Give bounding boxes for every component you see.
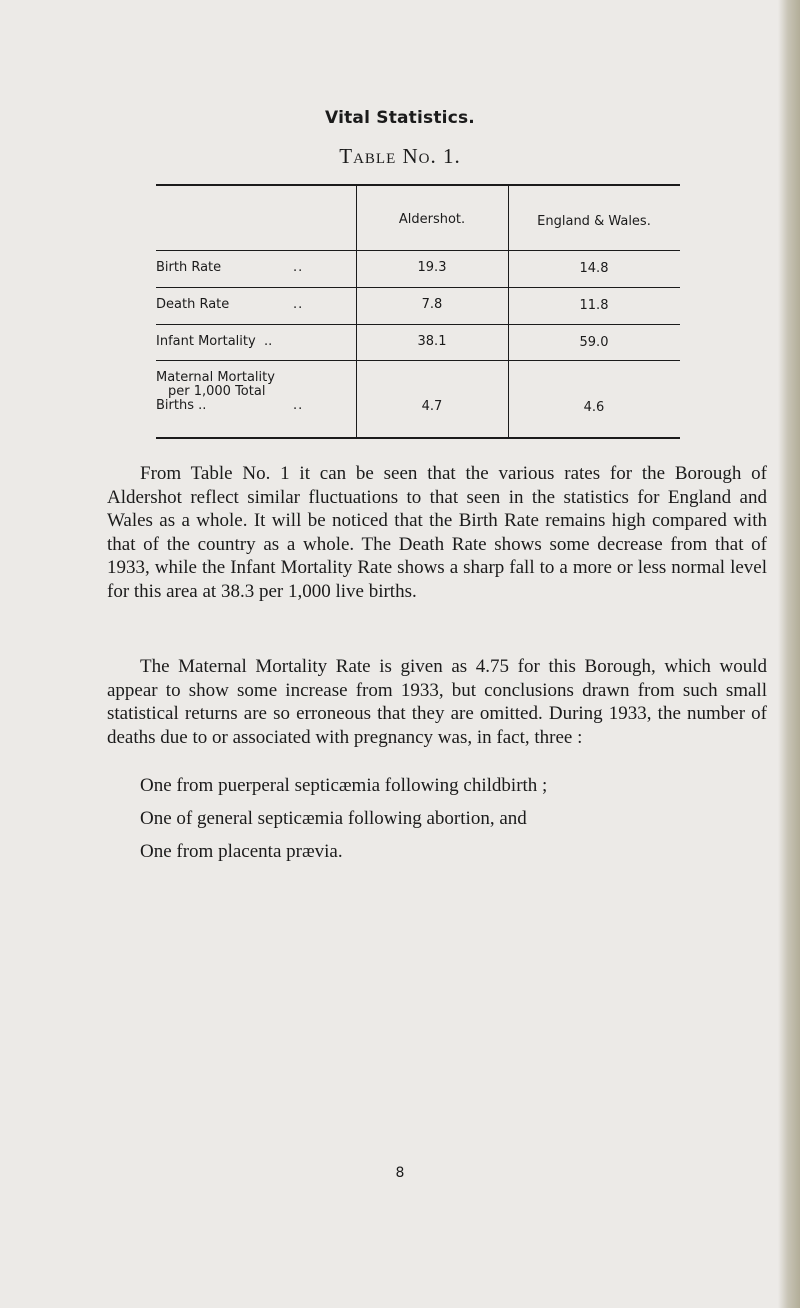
list-item-placenta: One from placenta prævia. [140,841,343,862]
birth-rate-england: 14.8 [579,261,609,276]
column-header-england-wales: England & Wales. [537,214,651,229]
paragraph-table-discussion: From Table No. 1 it can be seen that the various rates for the Borough of Aldershot reflect similar fluctuations to that seen in the statistics for England and Wales as a whole. It will be noticed that the Birth Rate remains high compared with that of the country as a whole. The Death Rate shows some decrease from that of 1933, while the Infant Mortality Rate shows a sharp fall to a more or less normal level for this area at 38.3 per 1,000 live births. [107,463,767,602]
maternal-mortality-england: 4.6 [583,400,605,415]
table-title: Table No. 1. [339,144,461,168]
column-header-aldershot: Aldershot. [398,212,466,227]
table-top-rule [156,184,680,186]
leader-dots: .. [293,297,304,312]
table-row-rule [156,324,680,325]
infant-mortality-aldershot: 38.1 [417,334,447,349]
row-label-maternal-mortality-line2: per 1,000 Total [168,384,266,399]
row-label-maternal-mortality-line3: Births .. [156,398,207,413]
paragraph-maternal-mortality: The Maternal Mortality Rate is given as 4.75 for this Borough, which would appear to show some increase from 1933, but conclusions drawn from such small statistical returns are so erroneous that they are omitted. During 1933, the number of deaths due to or associated with pregnancy was, in fact, three : [107,656,767,748]
table-row-rule [156,287,680,288]
list-item-abortion: One of general septicæmia following abortion, and [140,808,527,829]
row-label-birth-rate: Birth Rate [156,260,222,275]
table-row-rule [156,360,680,361]
death-rate-england: 11.8 [579,298,609,313]
row-label-infant-mortality: Infant Mortality .. [156,334,273,349]
page-number: 8 [395,1165,405,1181]
page-heading: Vital Statistics. [325,108,475,128]
death-rate-aldershot: 7.8 [421,297,443,312]
page-edge-shadow [778,0,800,1308]
leader-dots: .. [293,398,304,413]
birth-rate-aldershot: 19.3 [417,260,447,275]
leader-dots: .. [293,260,304,275]
maternal-mortality-aldershot: 4.7 [421,399,443,414]
infant-mortality-england: 59.0 [579,335,609,350]
vital-statistics-table [156,184,680,440]
table-header-rule [156,250,680,251]
row-label-death-rate: Death Rate [156,297,230,312]
list-item-puerperal: One from puerperal septicæmia following childbirth ; [140,775,548,796]
row-label-maternal-mortality-line1: Maternal Mortality [156,370,275,385]
table-bottom-rule [156,437,680,439]
